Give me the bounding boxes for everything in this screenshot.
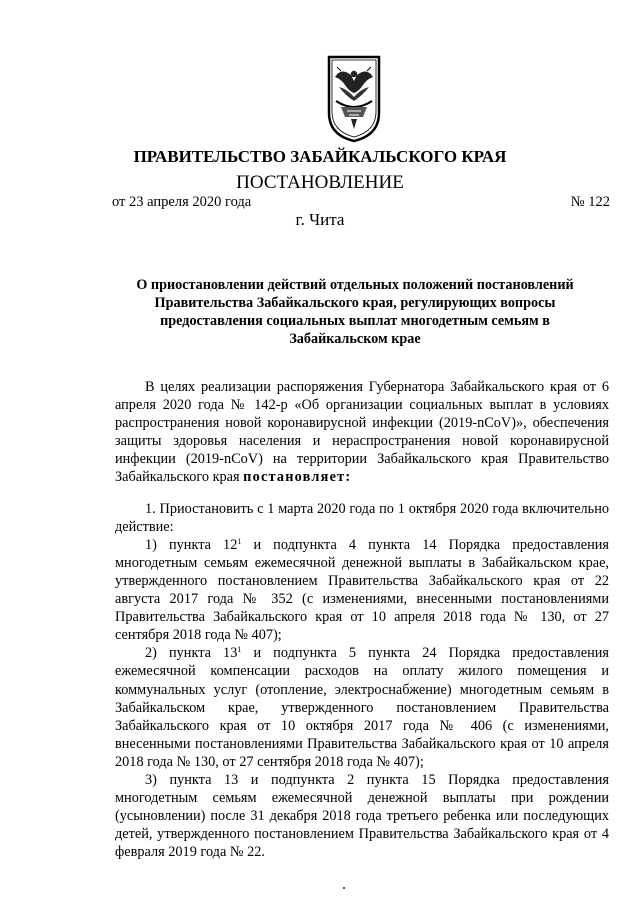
preamble-paragraph <box>115 378 609 487</box>
document-number: № 122 <box>570 194 610 210</box>
document-date: от 23 апреля 2020 года <box>112 194 252 210</box>
subitem-3-paragraph: 3) пункта 13 и подпункта 2 пункта 15 Порядка предоставления многодетным семьям ежемесячной денежной выплаты при рождении (усыновлении) после 31 декабря 2018 года третьего ребенка или последующих детей, утвержденного постановлением Правительства Забайкальского края от 4 февраля 2019 года № 22. <box>115 771 609 861</box>
document-city: г. Чита <box>295 210 345 229</box>
subitem-2-paragraph <box>115 644 609 771</box>
subitem-1-rest: и подпункта 4 пункта 14 Порядка предоставления многодетным семьям ежемесячной денежной выплаты в Забайкальском крае, утвержденного постановлением Правительства Забайкальского края от 22 августа 2017 года № 352 (с изменениями, внесенными постановлениями Правительства Забайкальского края от 10 апреля 2018 года № 130, от 27 сентября 2018 года № 407); <box>115 536 609 644</box>
resolves-word: постановляет: <box>243 469 352 486</box>
item-1-paragraph: 1. Приостановить с 1 марта 2020 года по 1 октября 2020 года включительно действие: <box>115 500 609 535</box>
preamble-text: В целях реализации распоряжения Губернатора Забайкальского края от 6 апреля 2020 года № 142-р «Об организации социальных выплат в условиях распространения новой коронавирусной инфекции (2019-nCoV)», обеспечения защиты здоровья населения и нераспространения новой коронавирусной инфекции (2019-nCoV) на территории Забайкальского края Правительство Забайкальского края <box>115 379 609 486</box>
document-title: О приостановлении действий отдельных положений постановлений Правительства Забайкальского края, регулирующих вопросы предоставления социальных выплат многодетным семьям в Забайкальском крае <box>136 277 574 347</box>
coat-of-arms-emblem <box>327 55 381 143</box>
subitem-2-start: 2) пункта 13 <box>145 645 238 662</box>
subitem-2-superscript: 1 <box>237 645 242 655</box>
document-body <box>115 378 609 861</box>
subitem-1-paragraph <box>115 536 609 645</box>
subitem-2-rest: и подпункта 5 пункта 24 Порядка предоставления ежемесячной компенсации расходов на оплату жилого помещения и коммунальных услуг (отопление, электроснабжение) многодетным семьям в Забайкальском крае, утвержденного постановлением Правительства Забайкальского края от 10 октября 2017 года № 406 (с изменениями, внесенными постановлениями Правительства Забайкальского края от 10 апреля 2018 года № 130, от 27 сентября 2018 года № 407); <box>115 645 609 770</box>
subitem-1-superscript: 1 <box>237 536 242 546</box>
scan-speck <box>343 887 345 889</box>
document-type: ПОСТАНОВЛЕНИЕ <box>236 172 404 193</box>
subitem-1-start: 1) пункта 12 <box>145 536 238 553</box>
government-name: ПРАВИТЕЛЬСТВО ЗАБАЙКАЛЬСКОГО КРАЯ <box>133 147 507 166</box>
